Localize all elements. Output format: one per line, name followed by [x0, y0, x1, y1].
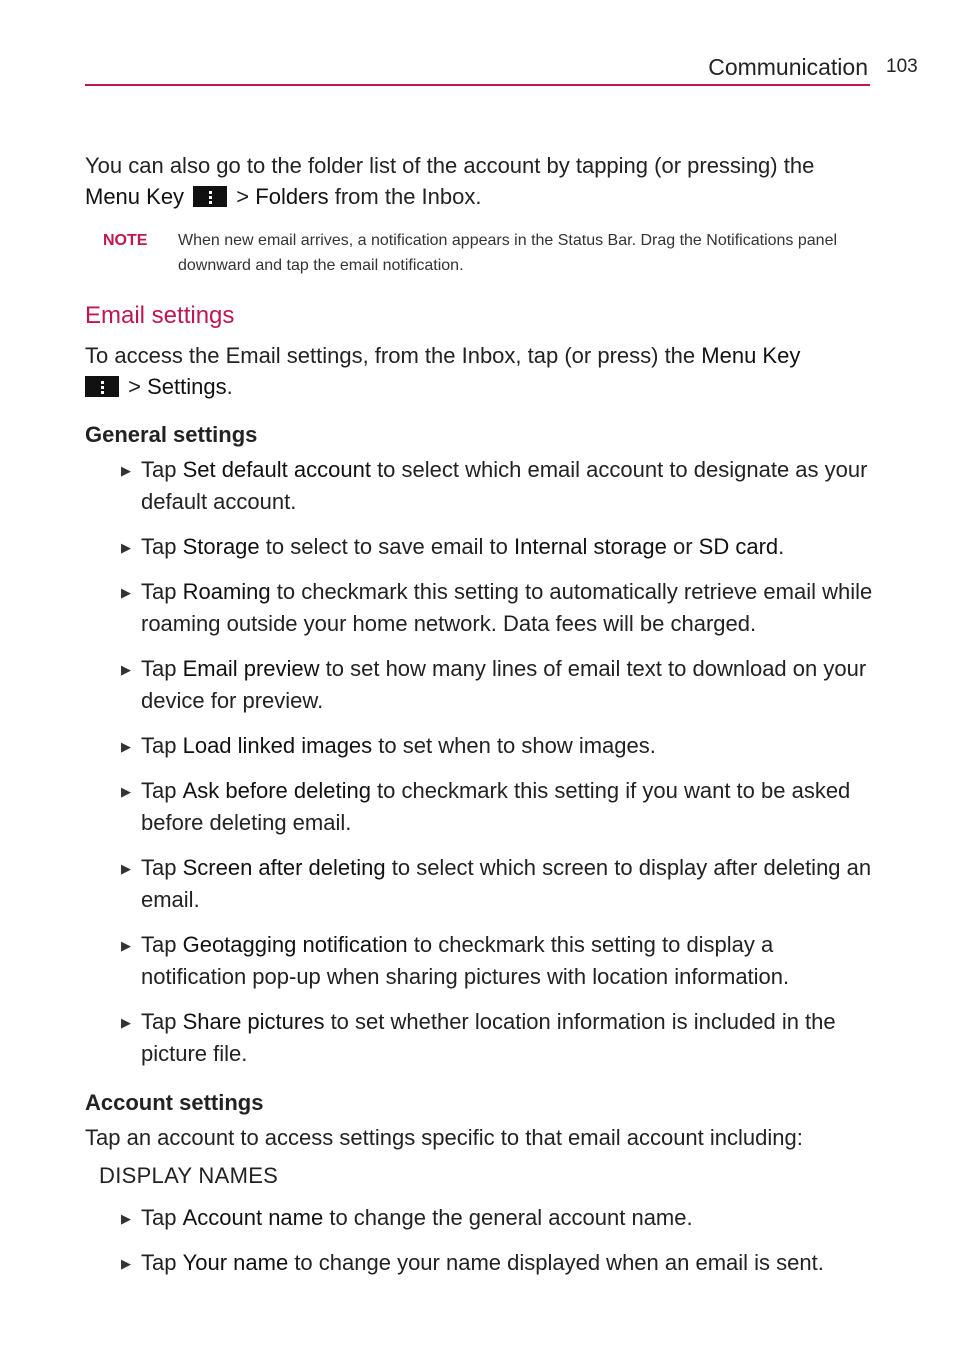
bullet-icon: ▶ [121, 784, 131, 799]
item-text: to set when to show images. [372, 733, 656, 758]
account-settings-list [85, 1202, 875, 1279]
menu-key-label: Menu Key [85, 184, 185, 209]
bullet-icon: ▶ [121, 1256, 131, 1271]
section-title: Communication [708, 54, 868, 80]
separator: > [122, 374, 148, 399]
item-bold: Email preview [182, 656, 320, 681]
bullet-icon: ▶ [121, 463, 131, 478]
menu-key-icon [85, 376, 119, 397]
bullet-icon: ▶ [121, 861, 131, 876]
intro-paragraph [85, 150, 875, 212]
item-bold: Load linked images [182, 733, 373, 758]
item-text: Tap [141, 932, 183, 957]
email-settings-heading: Email settings [85, 302, 235, 329]
item-text: to checkmark this setting if you want to be asked before deleting email. [141, 778, 851, 835]
account-settings-heading: Account settings [85, 1090, 264, 1115]
item-text: Tap [141, 457, 183, 482]
item-text: . [778, 534, 785, 559]
list-item [85, 852, 875, 916]
bullet-icon: ▶ [121, 585, 131, 600]
item-text: to checkmark this setting to display a notification pop-up when sharing pictures with location information. [141, 932, 790, 989]
list-item [85, 775, 875, 839]
note-box [103, 228, 875, 278]
item-text: to checkmark this setting to automatically retrieve email while roaming outside your home network. Data fees will be charged. [141, 579, 873, 636]
list-item [85, 454, 875, 518]
intro-text: You can also go to the folder list of the account by tapping (or pressing) the [85, 153, 815, 178]
bullet-icon: ▶ [121, 739, 131, 754]
email-settings-paragraph [85, 340, 875, 402]
list-item [85, 1202, 875, 1234]
item-text: to select which screen to display after deleting an email. [141, 855, 872, 912]
bullet-icon: ▶ [121, 540, 131, 555]
item-bold: Ask before deleting [182, 778, 371, 803]
page-header [85, 52, 870, 86]
period: . [226, 374, 233, 399]
item-bold: Geotagging notification [182, 932, 408, 957]
page-content [85, 150, 875, 1292]
item-bold: Share pictures [182, 1009, 325, 1034]
note-label: NOTE [103, 232, 148, 249]
general-settings-heading: General settings [85, 422, 258, 447]
settings-label: Settings [147, 374, 227, 399]
list-item [85, 576, 875, 640]
item-bold: Set default account [182, 457, 371, 482]
note-text: When new email arrives, a notification appears in the Status Bar. Drag the Notifications panel downward and tap the email notification. [178, 232, 838, 274]
bullet-icon: ▶ [121, 1211, 131, 1226]
item-text: or [666, 534, 699, 559]
item-text: to select to save email to [259, 534, 514, 559]
item-bold: Internal storage [514, 534, 667, 559]
menu-key-label: Menu Key [701, 343, 801, 368]
list-item [85, 730, 875, 762]
list-item [85, 929, 875, 993]
item-text: Tap [141, 778, 183, 803]
email-settings-text: To access the Email settings, from the Inbox, tap (or press) the [85, 343, 702, 368]
item-text: Tap [141, 855, 183, 880]
list-item [85, 1247, 875, 1279]
list-item [85, 653, 875, 717]
item-bold: Account name [182, 1205, 324, 1230]
bullet-icon: ▶ [121, 938, 131, 953]
item-text: to set how many lines of email text to download on your device for preview. [141, 656, 867, 713]
page-number: 103 [886, 56, 918, 77]
item-text: Tap [141, 656, 183, 681]
separator: > [230, 184, 256, 209]
item-text: to change the general account name. [323, 1205, 693, 1230]
item-bold: SD card [698, 534, 779, 559]
display-names-subheading: DISPLAY NAMES [99, 1163, 279, 1188]
menu-key-icon [193, 186, 227, 207]
item-bold: Storage [182, 534, 260, 559]
bullet-icon: ▶ [121, 662, 131, 677]
general-settings-list [85, 454, 875, 1070]
item-text: to set whether location information is included in the picture file. [141, 1009, 836, 1066]
intro-text-end: from the Inbox. [328, 184, 482, 209]
item-bold: Screen after deleting [182, 855, 386, 880]
folders-label: Folders [255, 184, 329, 209]
item-text: Tap [141, 1205, 183, 1230]
item-text: Tap [141, 534, 183, 559]
item-text: Tap [141, 1250, 183, 1275]
item-bold: Your name [182, 1250, 289, 1275]
item-text: Tap [141, 579, 183, 604]
item-text: to change your name displayed when an email is sent. [288, 1250, 824, 1275]
item-text: Tap [141, 733, 183, 758]
item-text: to select which email account to designate as your default account. [141, 457, 868, 514]
item-bold: Roaming [182, 579, 271, 604]
item-text: Tap [141, 1009, 183, 1034]
list-item [85, 1006, 875, 1070]
account-settings-text: Tap an account to access settings specific to that email account including: [85, 1125, 803, 1150]
bullet-icon: ▶ [121, 1015, 131, 1030]
list-item [85, 531, 875, 563]
